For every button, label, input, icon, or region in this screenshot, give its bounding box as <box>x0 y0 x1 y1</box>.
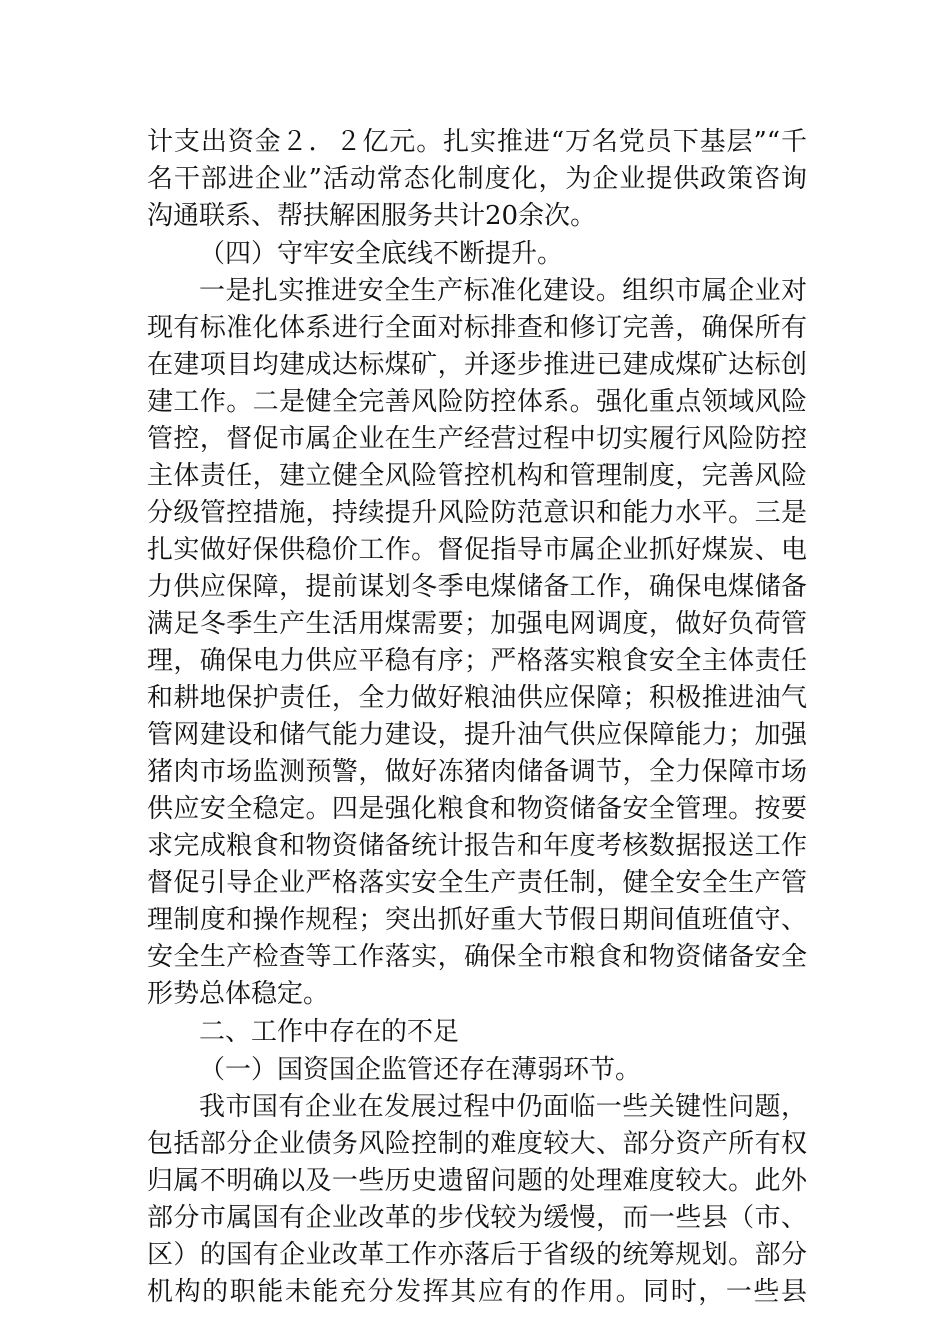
body-text-line: 主体责任，建立健全风险管控机构和管理制度，完善风险 <box>147 461 807 491</box>
section-heading: （四）守牢安全底线不断提升。 <box>199 239 564 269</box>
body-text-line: 供应安全稳定。四是强化粮食和物资储备安全管理。按要 <box>147 794 807 824</box>
body-text-line: 名干部进企业”活动常态化制度化，为企业提供政策咨询 <box>147 164 807 194</box>
body-text-line: 管控，督促市属企业在生产经营过程中切实履行风险防控 <box>147 424 807 454</box>
body-text-line: 建工作。二是健全完善风险防控体系。强化重点领域风险 <box>147 387 807 417</box>
body-text-line: 在建项目均建成达标煤矿，并逐步推进已建成煤矿达标创 <box>147 350 807 380</box>
body-text-line: 分级管控措施，持续提升风险防范意识和能力水平。三是 <box>147 498 807 528</box>
body-text-line: 督促引导企业严格落实安全生产责任制，健全安全生产管 <box>147 868 807 898</box>
body-text-line: 力供应保障，提前谋划冬季电煤储备工作，确保电煤储备 <box>147 572 807 602</box>
body-text-line: 求完成粮食和物资储备统计报告和年度考核数据报送工作 <box>147 831 807 861</box>
body-text-line: 部分市属国有企业改革的步伐较为缓慢，而一些县（市、 <box>147 1203 807 1233</box>
body-text-line: 机构的职能未能充分发挥其应有的作用。同时，一些县 <box>147 1277 807 1307</box>
body-text-line: 现有标准化体系进行全面对标排查和修订完善，确保所有 <box>147 313 807 343</box>
body-text-line: 理，确保电力供应平稳有序；严格落实粮食安全主体责任 <box>147 646 807 676</box>
body-text-line: 我市国有企业在发展过程中仍面临一些关键性问题， <box>199 1092 807 1122</box>
body-text-line: 沟通联系、帮扶解困服务共计20余次。 <box>147 201 597 231</box>
body-text-line: 理制度和操作规程；突出抓好重大节假日期间值班值守、 <box>147 905 807 935</box>
body-text-line: 包括部分企业债务风险控制的难度较大、部分资产所有权 <box>147 1129 807 1159</box>
body-text-line: 满足冬季生产生活用煤需要；加强电网调度，做好负荷管 <box>147 609 807 639</box>
body-text-line: 一是扎实推进安全生产标准化建设。组织市属企业对 <box>199 276 807 306</box>
chapter-heading: 二、工作中存在的不足 <box>199 1017 460 1047</box>
body-text-line: 归属不明确以及一些历史遗留问题的处理难度较大。此外 <box>147 1166 807 1196</box>
body-text-line: 安全生产检查等工作落实，确保全市粮食和物资储备安全 <box>147 942 807 972</box>
body-text-line: 形势总体稳定。 <box>147 979 330 1009</box>
body-text-line: 和耕地保护责任，全力做好粮油供应保障；积极推进油气 <box>147 683 807 713</box>
body-text-line: 猪肉市场监测预警，做好冻猪肉储备调节，全力保障市场 <box>147 757 807 787</box>
body-text-line: 计支出资金２．２亿元。扎实推进“万名党员下基层”“千 <box>147 127 807 157</box>
body-text-line: 扎实做好保供稳价工作。督促指导市属企业抓好煤炭、电 <box>147 535 807 565</box>
body-text-line: 区）的国有企业改革工作亦落后于省级的统筹规划。部分 <box>147 1240 807 1270</box>
section-heading: （一）国资国企监管还存在薄弱环节。 <box>199 1055 642 1085</box>
body-text-line: 管网建设和储气能力建设，提升油气供应保障能力；加强 <box>147 720 807 750</box>
